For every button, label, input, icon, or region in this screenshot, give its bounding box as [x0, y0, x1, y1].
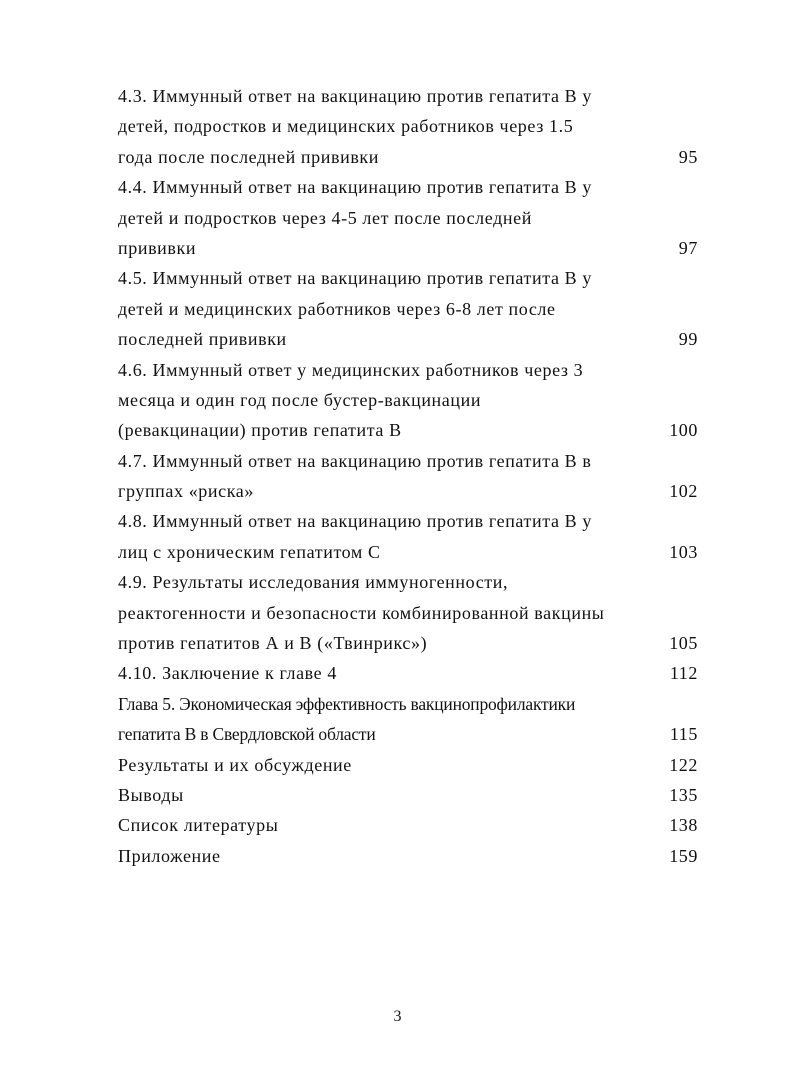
toc-page-number: 102 [669, 481, 698, 502]
toc-entry-4-9 [118, 567, 698, 658]
page-number: 3 [393, 1008, 402, 1025]
toc-entry-line: 4.3. Иммунный ответ на вакцинацию против гепатита В у [118, 86, 592, 106]
toc-entry-4-6 [118, 355, 698, 446]
toc-entry-line: Приложение [118, 845, 221, 866]
toc-entry-line: Глава 5. Экономическая эффективность вакцинопрофилактики [118, 693, 576, 714]
toc-entry-4-8 [118, 506, 698, 567]
toc-entry-line: детей и подростков через 4-5 лет после последней [118, 207, 532, 228]
toc-entry-results [118, 750, 698, 780]
toc-entry-4-3 [118, 81, 698, 172]
toc-entry-line: 4.8. Иммунный ответ на вакцинацию против гепатита В у [118, 511, 592, 532]
toc-page-number: 105 [669, 633, 698, 654]
toc-entry-line: Список литературы [118, 815, 279, 836]
toc-page-number: 159 [669, 845, 698, 866]
toc-entry-conclusions [118, 780, 698, 810]
toc-entry-line: (ревакцинации) против гепатита В [118, 420, 402, 441]
toc-page-number: 103 [669, 541, 698, 562]
toc-page-number: 100 [669, 420, 698, 441]
toc-page-number: 99 [678, 329, 698, 350]
toc-entry-line: 4.10. Заключение к главе 4 [118, 663, 337, 684]
toc-entry-references [118, 810, 698, 840]
toc-entry-line: лиц с хроническим гепатитом С [118, 541, 381, 562]
toc-entry-line: 4.9. Результаты исследования иммуногенности, [118, 572, 509, 593]
toc-page-number: 122 [669, 754, 698, 775]
toc-entry-line: 4.5. Иммунный ответ на вакцинацию против гепатита В у [118, 268, 592, 289]
toc-entry-4-5 [118, 263, 698, 354]
toc-entry-chapter-5 [118, 689, 698, 750]
toc-page-number: 112 [669, 663, 698, 684]
toc-entry-line: детей и медицинских работников через 6-8 лет после [118, 298, 556, 319]
toc-entry-line: Выводы [118, 784, 184, 805]
toc-entry-line: гепатита В в Свердловской области [118, 724, 376, 745]
toc-page-number: 135 [669, 784, 698, 805]
toc-page-number: 95 [678, 146, 698, 167]
toc-page-number: 138 [669, 815, 698, 836]
table-of-contents [118, 81, 698, 871]
toc-entry-line: детей, подростков и медицинских работников через 1.5 [118, 116, 574, 137]
toc-entry-line: против гепатитов А и В («Твинрикс») [118, 633, 428, 654]
toc-page-number: 97 [678, 237, 698, 258]
toc-entry-4-7 [118, 446, 698, 507]
toc-entry-line: 4.6. Иммунный ответ у медицинских работников через 3 [118, 359, 584, 380]
toc-entry-line: 4.4. Иммунный ответ на вакцинацию против гепатита В у [118, 177, 592, 198]
toc-entry-line: 4.7. Иммунный ответ на вакцинацию против гепатита В в [118, 450, 592, 471]
toc-entry-line: реактогенности и безопасности комбинированной вакцины [118, 602, 605, 623]
toc-entry-4-10 [118, 658, 698, 688]
toc-entry-line: последней прививки [118, 329, 287, 350]
toc-entry-line: года после последней прививки [118, 146, 379, 167]
toc-page-number: 115 [669, 724, 698, 745]
toc-entry-4-4 [118, 172, 698, 263]
toc-entry-line: группах «риска» [118, 481, 254, 502]
toc-entry-line: Результаты и их обсуждение [118, 754, 352, 775]
toc-entry-appendix [118, 841, 698, 871]
toc-entry-line: прививки [118, 237, 197, 258]
toc-entry-line: месяца и один год после бустер-вакцинации [118, 389, 482, 410]
